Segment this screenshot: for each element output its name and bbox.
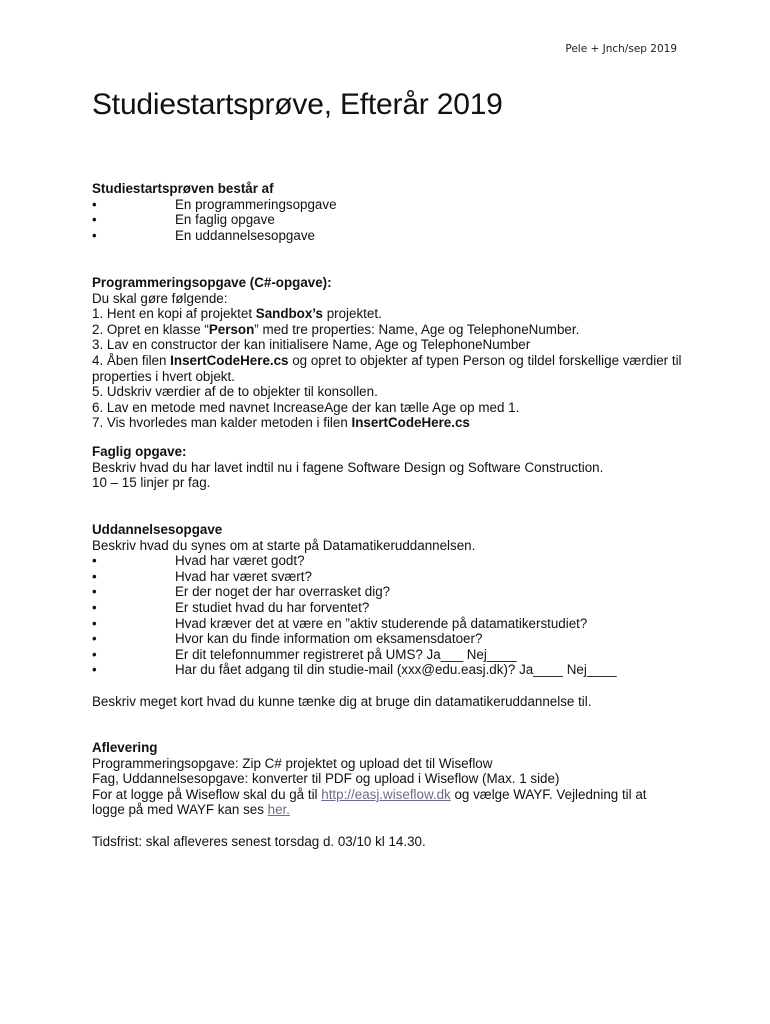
list-item-text: Hvad har været svært? [175, 568, 312, 584]
list-item-text: En programmeringsopgave [175, 196, 337, 212]
aflevering-heading: Aflevering [92, 740, 158, 755]
programming-section [92, 275, 682, 431]
step-6: 6. Lav en metode med navnet IncreaseAge der kan tælle Age op med 1. [92, 399, 520, 415]
overview-section [92, 181, 682, 243]
step-2: 2. Opret en klasse “Person” med tre properties: Name, Age og TelephoneNumber. [92, 321, 580, 337]
faglig-line-1: Beskriv hvad du har lavet indtil nu i fagene Software Design og Software Construction. [92, 459, 604, 475]
list-item [92, 228, 682, 244]
programming-intro: Du skal gøre følgende: [92, 290, 228, 306]
bullet: • [92, 212, 97, 228]
list-item [92, 662, 682, 678]
bullet: • [92, 662, 97, 678]
bullet: • [92, 615, 97, 631]
aflevering-section [92, 740, 682, 850]
list-item-text: Er studiet hvad du har forventet? [175, 599, 370, 615]
bullet: • [92, 568, 97, 584]
list-item [92, 584, 682, 600]
uddannelse-heading: Uddannelsesopgave [92, 522, 223, 537]
list-item [92, 600, 682, 616]
deadline: Tidsfrist: skal afleveres senest torsdag d. 03/10 kl 14.30. [92, 833, 426, 849]
list-item [92, 212, 682, 228]
document-title: Studiestartsprøve, Efterår 2019 [92, 88, 503, 121]
faglig-section [92, 444, 682, 491]
aflevering-line-1: Programmeringsopgave: Zip C# projektet og upload det til Wiseflow [92, 755, 493, 771]
step-7: 7. Vis hvorledes man kalder metoden i filen InsertCodeHere.cs [92, 415, 470, 431]
list-item-text: En faglig opgave [175, 212, 275, 228]
bullet: • [92, 599, 97, 615]
step-1: 1. Hent en kopi af projektet Sandbox’s projektet. [92, 306, 382, 322]
list-item-text: En uddannelsesopgave [175, 227, 315, 243]
faglig-heading: Faglig opgave: [92, 444, 187, 459]
list-item [92, 647, 682, 663]
header-note: Pele + Jnch/sep 2019 [565, 43, 677, 55]
bullet: • [92, 227, 97, 243]
wiseflow-link[interactable]: http://easj.wiseflow.dk [321, 786, 451, 802]
bullet: • [92, 631, 97, 647]
step-5: 5. Udskriv værdier af de to objekter til konsollen. [92, 384, 378, 400]
bullet: • [92, 646, 97, 662]
list-item-text: Har du fået adgang til din studie-mail (xxx@edu.easj.dk)? Ja____ Nej____ [175, 662, 617, 678]
list-item-text: Er der noget der har overrasket dig? [175, 584, 391, 600]
uddannelse-section [92, 522, 682, 710]
uddannelse-closing: Beskriv meget kort hvad du kunne tænke dig at bruge din datamatikeruddannelse til. [92, 693, 592, 709]
list-item [92, 616, 682, 632]
overview-heading: Studiestartsprøven består af [92, 181, 274, 196]
list-item [92, 631, 682, 647]
bullet: • [92, 553, 97, 569]
aflevering-line-3: For at logge på Wiseflow skal du gå til http://easj.wiseflow.dk og vælge WAYF. Vejledning til at logge på med WAYF kan ses her. [92, 786, 647, 818]
list-item [92, 553, 682, 569]
aflevering-line-2: Fag, Uddannelsesopgave: konverter til PDF og upload i Wiseflow (Max. 1 side) [92, 771, 560, 787]
step-3: 3. Lav en constructor der kan initialisere Name, Age og TelephoneNumber [92, 337, 531, 353]
step-4: 4. Åben filen InsertCodeHere.cs og opret to objekter af typen Person og tildel forskellige værdier til properties i hvert objekt. [92, 352, 682, 384]
list-item [92, 197, 682, 213]
list-item [92, 569, 682, 585]
bullet: • [92, 584, 97, 600]
list-item-text: Er dit telefonnummer registreret på UMS? Ja___ Nej____ [175, 646, 517, 662]
list-item-text: Hvad kræver det at være en ”aktiv studerende på datamatikerstudiet? [175, 615, 588, 631]
programming-heading: Programmeringsopgave (C#-opgave): [92, 275, 332, 290]
faglig-line-2: 10 – 15 linjer pr fag. [92, 475, 211, 491]
wayf-guide-link[interactable]: her. [267, 802, 290, 818]
list-item-text: Hvad har været godt? [175, 553, 305, 569]
list-item-text: Hvor kan du finde information om eksamensdatoer? [175, 631, 483, 647]
uddannelse-intro: Beskriv hvad du synes om at starte på Datamatikeruddannelsen. [92, 537, 476, 553]
bullet: • [92, 196, 97, 212]
